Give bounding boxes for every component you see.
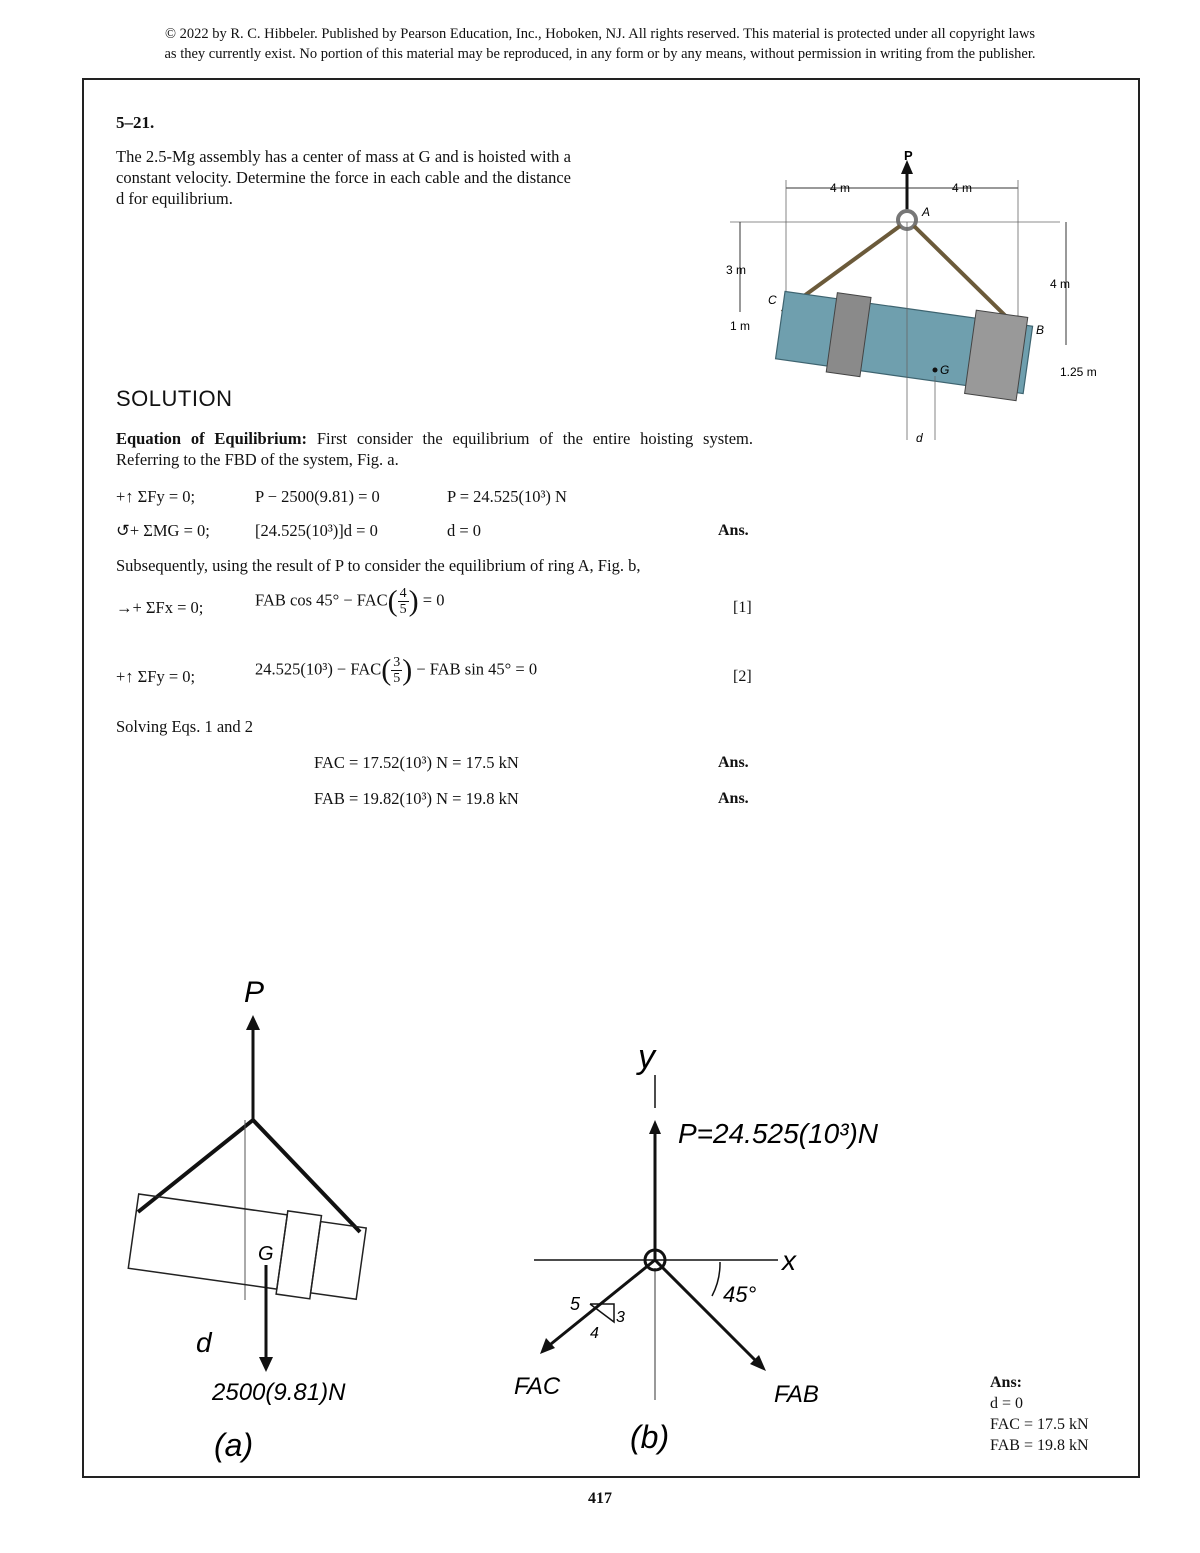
fbd-b-x: x (782, 1245, 796, 1276)
eq4-paren-close: ) (402, 653, 413, 687)
copyright-notice (60, 24, 1140, 64)
problem-statement: The 2.5-Mg assembly has a center of mass at G and is hoisted with a constant velocity. Determine the force in each cable and the distance d for equilibrium. (116, 147, 571, 208)
result-fab: FAB = 19.82(10³) N = 19.8 kN (314, 789, 519, 808)
fbd-b-five: 5 (570, 1294, 581, 1314)
fbd-a (110, 970, 430, 1480)
answer-d: d = 0 (990, 1395, 1024, 1412)
copyright-line-2: as they currently exist. No portion of this material may be reproduced, in any form or by any means, without permission in writing from the publisher. (164, 46, 1036, 62)
dim-125m: 1.25 m (1060, 365, 1097, 379)
label-d: d (916, 431, 923, 445)
fbd-b-p-head (649, 1120, 661, 1134)
solution-heading: SOLUTION (116, 386, 233, 411)
fbd-a-cable-right (253, 1120, 360, 1232)
eq1-label: +↑ ΣFy = 0; (116, 487, 196, 506)
ans-marker-1: Ans. (718, 522, 749, 539)
fbd-a-d: d (196, 1327, 212, 1358)
eq3-frac (398, 586, 409, 617)
fbd-b-angle-arc (712, 1262, 720, 1296)
answer-fab: FAB = 19.8 kN (990, 1437, 1089, 1454)
eq4 (255, 655, 537, 686)
fbd-a-p: P (244, 976, 265, 1009)
eq4-b: − FAB sin 45° = 0 (416, 659, 538, 679)
eq1-expr: P − 2500(9.81) = 0 (255, 487, 380, 506)
fbd-a-end (311, 1222, 367, 1300)
eq2-expr: [24.525(10³)]d = 0 (255, 521, 378, 540)
label-a: A (922, 205, 931, 219)
center-g (933, 368, 938, 373)
eq4-frac (391, 655, 402, 686)
eq2-result: d = 0 (447, 521, 482, 540)
copyright-line-1: © 2022 by R. C. Hibbeler. Published by Pearson Education, Inc., Hoboken, NJ. All rights reserved. This material is protected under all copyright laws (164, 26, 1036, 42)
fbd-b (514, 1030, 920, 1480)
eq4-tag: [2] (733, 668, 752, 685)
problem-figure (720, 140, 1120, 450)
label-c: C (768, 293, 777, 307)
result-fac: FAC = 17.52(10³) N = 17.5 kN (314, 753, 519, 772)
fbd-a-cable-left (138, 1120, 253, 1212)
eq1-result: P = 24.525(10³) N (447, 487, 567, 506)
fbd-b-four: 4 (590, 1325, 599, 1342)
solution-intro (116, 428, 753, 470)
dim-4m-left: 4 m (830, 181, 851, 195)
eq3 (255, 586, 444, 617)
ans-marker-3: Ans. (718, 790, 749, 807)
fbd-b-caption: (b) (630, 1419, 670, 1455)
dim-4m-right: 4 m (952, 181, 973, 195)
collar-right (965, 310, 1028, 400)
subsequent-text: Subsequently, using the result of P to consider the equilibrium of ring A, Fig. b, (116, 556, 641, 575)
solving-text: Solving Eqs. 1 and 2 (116, 717, 254, 736)
eq4-paren-open: ( (381, 653, 392, 687)
dim-4m-vert: 4 m (1050, 277, 1071, 291)
eq4-num: 3 (393, 655, 401, 670)
fbd-a-g: G (258, 1243, 274, 1265)
problem-number: 5–21. (116, 113, 155, 132)
fbd-a-body (128, 1194, 287, 1289)
fbd-b-p-label: P=24.525(10³)N (678, 1118, 879, 1149)
fbd-a-caption: (a) (214, 1427, 254, 1463)
eq4-a: 24.525(10³) − FAC (255, 659, 382, 679)
eq3-b: = 0 (422, 590, 445, 610)
page-number: 417 (588, 1490, 612, 1507)
eq3-a: FAB cos 45° − FAC (255, 590, 388, 610)
answer-box (990, 1372, 1089, 1456)
fbd-a-p-head (246, 1015, 260, 1030)
fbd-b-y: y (638, 1038, 655, 1076)
fbd-a-cylinder (128, 1190, 367, 1305)
fbd-b-fab-arrow (655, 1260, 760, 1365)
intro-rest: First consider the equilibrium of the entire hoisting system. Referring to the FBD of the system, Fig. a. (116, 429, 753, 469)
fbd-b-angle: 45° (723, 1282, 757, 1307)
fbd-b-three: 3 (616, 1309, 625, 1326)
answer-fac: FAC = 17.5 kN (990, 1416, 1089, 1433)
eq2-label: ↺+ ΣMG = 0; (116, 521, 210, 540)
fbd-b-slope-triangle (590, 1304, 614, 1322)
eq4-label: +↑ ΣFy = 0; (116, 667, 196, 686)
fbd-b-fac: FAC (514, 1373, 561, 1400)
dim-1m: 1 m (730, 319, 751, 333)
cylinder-assembly (774, 284, 1033, 402)
eq4-den: 5 (393, 671, 401, 686)
label-b: B (1036, 323, 1045, 337)
eq3-den: 5 (399, 602, 407, 617)
dim-3m: 3 m (726, 263, 747, 277)
fbd-a-weight-head (259, 1357, 273, 1372)
fbd-a-weight: 2500(9.81)N (212, 1379, 346, 1406)
eq3-paren-close: ) (408, 584, 419, 618)
fbd-b-fac-head (540, 1338, 555, 1354)
answer-title: Ans: (990, 1374, 1023, 1391)
fbd-b-fab: FAB (774, 1381, 819, 1408)
eq3-num: 4 (399, 586, 407, 601)
eq3-tag: [1] (733, 599, 752, 616)
label-p: P (904, 148, 913, 163)
eq3-label: →+ ΣFx = 0; (116, 598, 204, 617)
label-g: G (940, 363, 950, 377)
eq3-paren-open: ( (387, 584, 398, 618)
fbd-a-collar (276, 1211, 321, 1299)
ans-marker-2: Ans. (718, 754, 749, 771)
intro-bold: Equation of Equilibrium: (116, 429, 308, 448)
